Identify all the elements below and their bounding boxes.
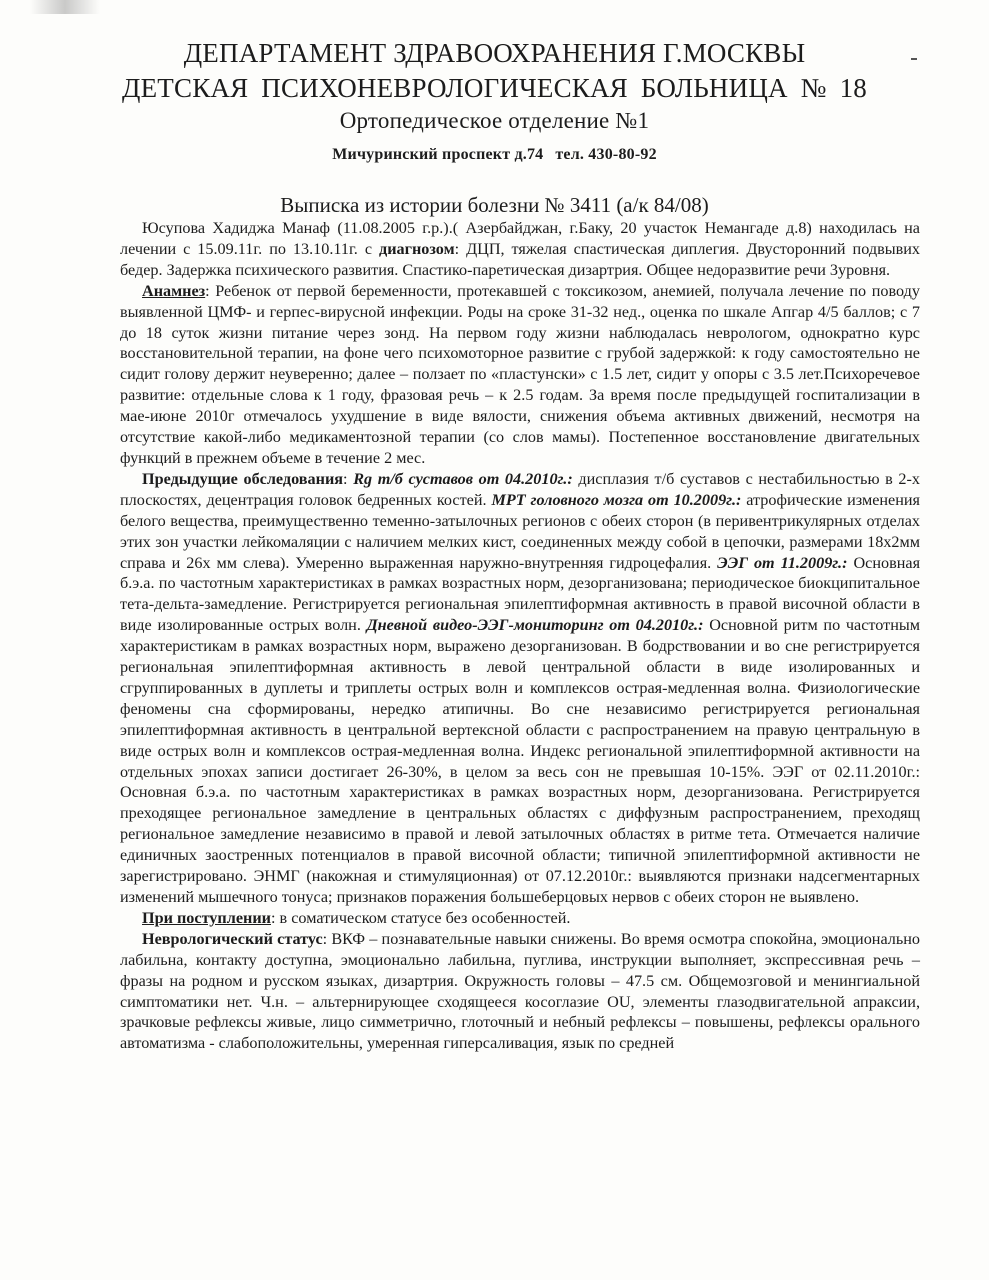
admission-text: : в соматическом статусе без особенностей. (270, 908, 571, 927)
neuro-label: Неврологический статус (142, 929, 323, 948)
diagnosis-text: : ДЦП, тяжелая спастическая диплегия. Двусторонний подвывих бедер. Задержка психического развития. Спастико-паретическая дизартрия. Общее недоразвитие речи 3уровня. (120, 239, 920, 279)
admission-label: При поступлении (142, 908, 271, 927)
eeg-label: ЭЭГ от 11.2009г.: (717, 553, 848, 572)
address-text: Мичуринский проспект д.74 (332, 146, 544, 163)
document-body (120, 218, 920, 1054)
neuro-paragraph (120, 929, 920, 1054)
video-eeg-text: Основной ритм по частотным характеристикам в рамках возрастных норм, выражено дезорганизован. В бодрствовании и во сне регистрируется региональная эпилептиформная активность в левой центральной области в виде изолированных и сгруппированных в дуплеты и триплеты острых волн и комплексов острая-медленная волна. Физиологические феномены сна сформированы, нередко атипичны. Во сне независимо регистрируется региональная эпилептиформная активность в центральной вертексной области с распространением на правую центральную в виде острых волн и комплексов острая-медленная волна. Индекс региональной эпилептиформной активности на отдельных эпохах записи достигает 26-30%, в целом за весь сон не превышая 10-15%. ЭЭГ от 02.11.2010г.: Основная б.э.а. по частотным характеристиках в рамках возрастных норм, дезорганизована. Регистрируется преходящее региональное замедление в центральных областях с диффузным распространением, преходящ региональное замедление независимо в правой и левой затылочных областях в ритме тета. Отмечается наличие единичных заостренных потенциалов в правой височной области; типичной эпилептиформной активности не зарегистрировано. ЭНМГ (накожная и стимуляционная) от 07.12.2010г.: выявляются признаки надсегментарных изменений мышечного тонуса; признаков поражения большеберцовых нервов с обеих сторон не выявлено. (120, 616, 921, 906)
department-heading: ДЕПАРТАМЕНТ ЗДРАВООХРАНЕНИЯ Г.МОСКВЫ (183, 38, 806, 68)
eeg-text: Основная б.э.а. по частотным характеристиках в рамках возрастных норм, дезорганизована; периодическое биокципитальное тета-дельта-замедление. Регистрируется региональная эпилептиформная активность в правой височной области в виде изолированные острых волн. (120, 553, 921, 635)
exams-paragraph (120, 469, 920, 908)
hospital-heading: ДЕТСКАЯ ПСИХОНЕВРОЛОГИЧЕСКАЯ БОЛЬНИЦА № 18 (122, 73, 867, 103)
intro-paragraph (120, 218, 920, 281)
mrt-text: атрофические изменения белого вещества, преимущественно теменно-затылочных регионов с обеих сторон (в перивентрикулярных отделах этих зон участки лейкомаляции с наличием мелких кист, соединенных между собой в цепочки, размерами 18х2мм справа и 26х мм слева). Умеренно выраженная наружно-внутренняя гидроцефалия. (120, 490, 920, 572)
video-eeg-label: Дневной видео-ЭЭГ-мониторинг от 04.2010г.: (366, 616, 704, 635)
address-line (0, 146, 989, 164)
department-unit-heading: Ортопедическое отделение №1 (339, 108, 650, 133)
mrt-label: МРТ головного мозга от 10.2009г.: (491, 490, 742, 509)
phone-text: тел. 430-80-92 (555, 146, 657, 163)
anamnesis-paragraph (120, 281, 920, 469)
exams-colon: : (343, 469, 354, 488)
scan-artifact (30, 0, 100, 14)
intro-text: Юсупова Хадиджа Манаф (11.08.2005 г.р.).( Азербайджан, г.Баку, 20 участок Немангаде д.8) находилась на лечении с 15.09.11г. по 13.10.11г. с (120, 219, 920, 258)
admission-paragraph (120, 908, 920, 929)
anamnesis-text: : Ребенок от первой беременности, протекавшей с токсикозом, анемией, получала лечение по поводу выявленной ЦМФ- и герпес-вирусной инфекции. Роды на сроке 31-32 нед., оценка по шкале Апгар 4/5 баллов; с 7 до 18 суток жизни питание через зонд. На первом году жизни наблюдалась неврологом, однократно курс восстановительной терапии, на фоне чего психомоторное развитие с грубой задержкой: к году самостоятельно не сидит голову держит неуверенно; далее – ползает по «пластунски» с 1.5 лет, сидит у опоры с 3.5 лет.Психоречевое развитие: отдельные слова к 1 году, фразовая речь – к 2.5 годам. За время после предыдущей госпитализации в мае-июне 2010г отмечалось ухудшение в виде вялости, снижения объема активных движений, несмотря на отсутствие какой-либо медикаментозной терапии (со слов мамы). Постепенное восстановление двигательных функций в прежнем объеме в течение 2 мес. (120, 281, 920, 467)
rg-text: дисплазия т/б суставов с нестабильностью в 2-х плоскостях, децентрация головок бедренных костей. (120, 469, 921, 509)
anamnesis-label: Анамнез (142, 281, 206, 300)
document-title: Выписка из истории болезни № 3411 (а/к 84/08) (280, 193, 709, 217)
exams-label: Предыдущие обследования (142, 469, 344, 488)
rg-label: Rg т/б суставов от 04.2010г.: (353, 469, 573, 488)
diagnosis-label: диагнозом (379, 239, 455, 258)
neuro-text: : ВКФ – познавательные навыки снижены. Во время осмотра спокойна, эмоционально лабильна, контакту доступна, эмоционально лабильна, пуглива, инструкции выполняет, экспрессивная речь – фразы на родном и русском языках, дизартрия. Окружность головы – 47.5 см. Общемозговой и менингиальной симптоматики нет. Ч.н. – альтернирующее сходящееся косоглазие OU, элементы глазодвигательной апраксии, зрачковые рефлексы живые, лицо симметрично, глоточный и небный рефлексы – повышены, рефлексы орального автоматизма - слабоположительны, умеренная гиперсаливация, язык по средней (120, 929, 920, 1053)
